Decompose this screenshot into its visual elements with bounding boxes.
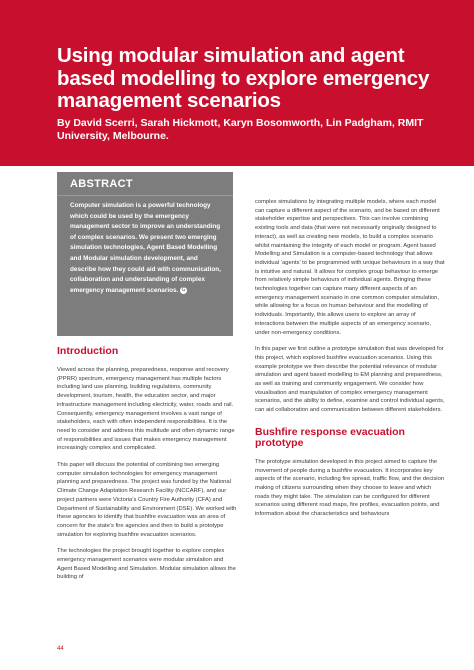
abstract-heading: ABSTRACT	[57, 172, 233, 196]
article-title: Using modular simulation and agent based modelling to explore emergency management scenarios	[57, 44, 430, 112]
abstract-box	[57, 172, 233, 336]
article-header	[0, 0, 474, 166]
body-paragraph: complex simulations by integrating multiple models, where each model can capture a different aspect of the scenario, and be based on different stakeholder expertise and perspectives. This can involve combining existing tools and data (that were not necessarily originally designed to interact), as well as creating new models, to build a complex scenario whilst maintaining the integrity of each model or program. Agent based Modelling and Simulation is a computer-based technology that allows individual ‘agents’ to be programmed with unique behaviours in a way that is intuitive and natural. It allows for complex group behaviour to emerge from relatively simple behaviours of individual agents. Bringing these technologies together can capture many different aspects of an emergency management scenario in one common computer simulation, while allowing for a focus on human behaviour and the modelling of individuals. Importantly, this allows users to explore an array of interactions between the multiple aspects of an emergency scenario, under non-emergency conditions.	[255, 199, 445, 336]
introduction-heading: Introduction	[57, 345, 119, 357]
bushfire-heading: Bushfire response evacuation prototype	[255, 425, 405, 449]
article-authors: By David Scerri, Sarah Hickmott, Karyn Bosomworth, Lin Padgham, RMIT University, Melbourne.	[57, 116, 424, 142]
intro-paragraph: This paper will discuss the potential of combining two emerging computer simulation technologies for emergency management planning and preparedness. The project was funded by the National Climate Change Adaptation Research Facility (NCCARF), and our project partners were Victoria’s Country Fire Authority (CFA) and Department of Sustainability and Environment (DSE). We worked with these agencies to identify that bushfire evacuation was an area of concern for the state’s fire agencies and then to build a prototype simulation for exploring bushfire evacuation scenarios.	[57, 462, 237, 538]
right-column	[255, 198, 446, 527]
abstract-text: Computer simulation is a powerful technology which could be used by the emergency management sector to improve an understanding of complex scenarios. We present two emerging simulation technologies, Agent Based Modelling and Modular simulation development, and describe how they could aid with communication, collaboration and understanding of complex emergency management scenarios.	[70, 202, 221, 294]
bushfire-paragraph: The prototype simulation developed in this project aimed to capture the movement of people during a bushfire evacuation. It incorporates key aspects of the scenario, including fire spread, traffic flow, and the decision making of citizens surrounding when they choose to leave and which roads they might take. The simulation can be configured for different scenarios using different road maps, fire profiles, evacuation points, and information about the characteristics and behaviours	[255, 458, 445, 518]
body-paragraph: In this paper we first outline a prototype simulation that was developed for this project, which explored bushfire evacuation scenarios. Using this example prototype we then describe the potential relevance of modular simulation and agent based modelling to EM planning and preparedness, as well as training and community engagement. We consider how visualisation and manipulation of complex emergency management scenarios, and the ability to define, examine and control individual agents, can aid collaboration and communication between different stakeholders.	[255, 346, 445, 414]
left-column	[57, 346, 238, 590]
abstract-body	[57, 196, 233, 296]
intro-paragraph: The technologies the project brought together to explore complex emergency management scenarios were modular simulation and Agent Based Modelling and Simulation. Modular simulation allows the building of	[57, 548, 236, 581]
intro-paragraph: Viewed across the planning, preparedness, response and recovery (PPRR) spectrum, emergency management has multiple factors including land use planning, building regulations, community development, tourism, health, the education sector, and major infrastructure management including electricity, water, roads and rail. Consequently, emergency management involves a vast range of stakeholders, each with often independent responsibilities. It is the need to consider and address this multitude and often dynamic range of responsibilities and issues that makes emergency management increasingly complex and complicated.	[57, 367, 235, 452]
page-number: 44	[57, 646, 64, 652]
copyright-badge-icon: G	[181, 286, 186, 293]
